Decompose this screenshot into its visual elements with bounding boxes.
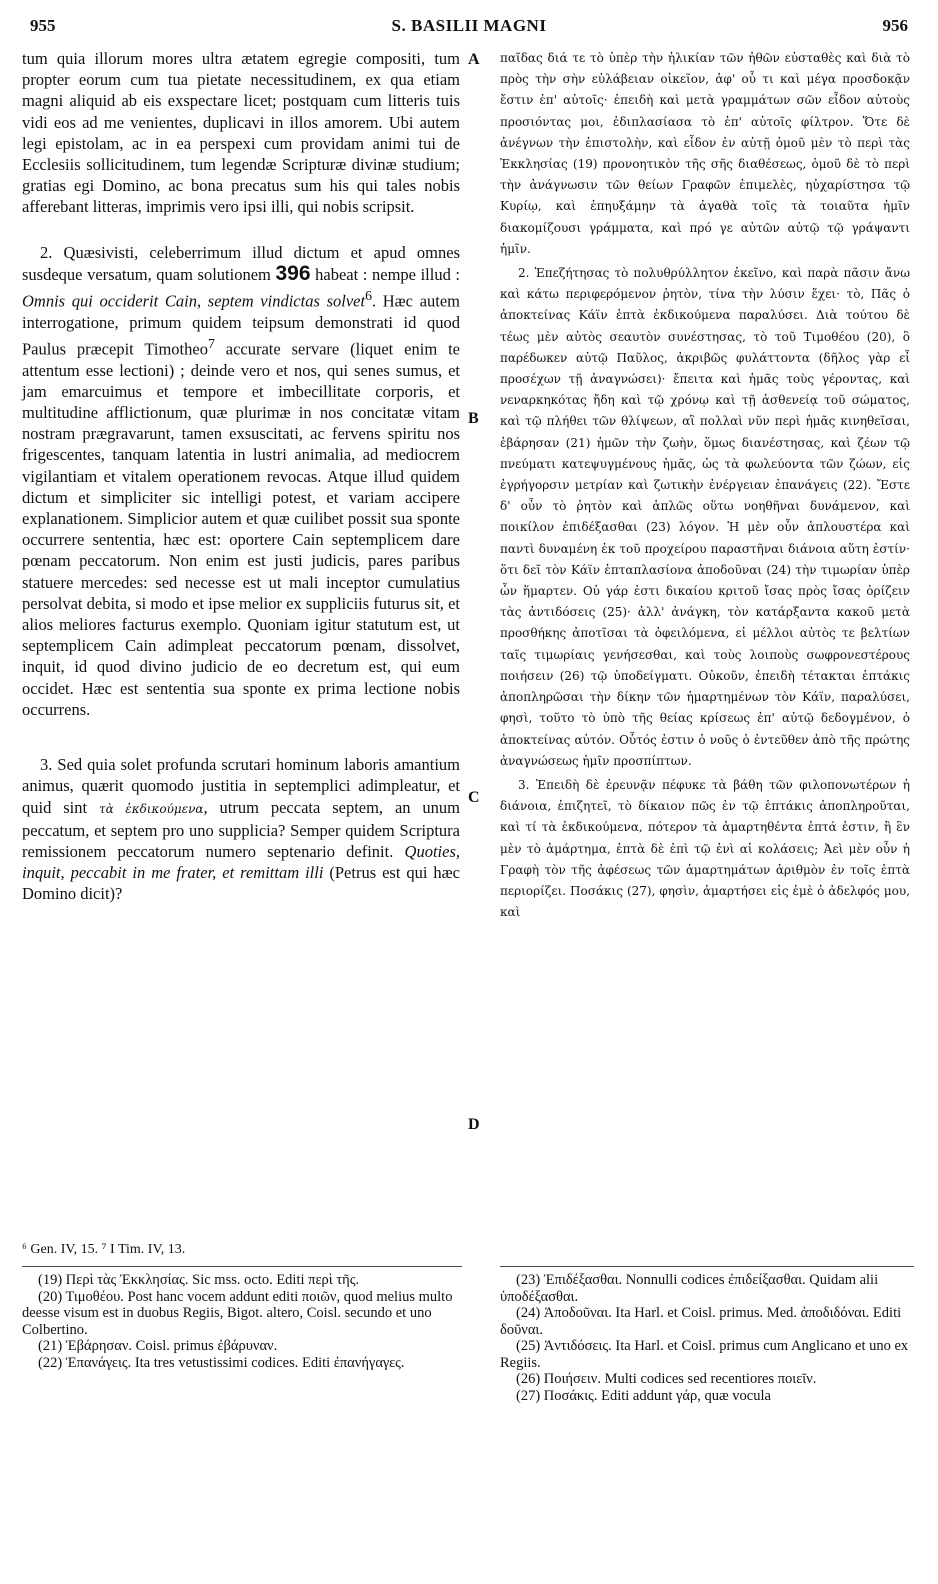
latin-p2-text-d: accurate servare (liquet enim te attentum esse lectioni) ; deinde vero et nos, qui senes sumus, et jam emarcuimus et tempore et imbecillitate corporis, et multitudine afflictionum, quæ plurimæ in nos concitatæ vitam nostram prægravarunt, tamen exsuscitati, ac fervens spiritu nos frigescentes, tanquam latentia in lustri animalia, ad mediocrem vigilantiam et vitalem operationem revocas. Atque illud quidem dictum et simpliciter sic intelligi potest, et variam accipere explanationem. Simplicior autem et quæ cuilibet possit sua sponte occurrere sententia, hæc est: oportere Cain septemplicem dare pœnam peccatorum. Non enim est justi judicis, pares paribus statuere mercedes: sed necesse est ut mali inceptor cumulatius persolvat debita, si modo et ipse melior ex suppliciis futurus sit, et alios meliores facturus exemplo. Quoniam igitur statutum est, ut septemplicem Cain adimpleat peccatorum pœnam, dissolvet, inquit, id quod divino judicio de eo decretum est, qui eum occidet. Hæc est sententia sua sponte ex prima lectione nobis occurrens. [22, 339, 460, 719]
latin-p3-text-a: 3. Sed quia solet profunda scrutari hominum laboris amantium animus, quærit quomodo justitia in septemplici adimpleatur, et quid sint [22, 755, 460, 817]
note-22: (22) Ἐπανάγεις. Ita tres vetustissimi codices. Editi ἐπανήγαγες. [38, 1354, 405, 1371]
latin-p3-quote: Quoties, inquit, peccabit in me frater, et remittam illi [22, 841, 460, 883]
note-19: (19) Περὶ τὰς Ἐκκλησίας. Sic mss. octo. Editi περὶ τῆς. [38, 1272, 360, 1288]
margin-letter-a: A [468, 51, 480, 68]
page-marker-396: 396 [275, 261, 311, 285]
critical-notes-right [500, 1272, 914, 1404]
latin-p3-text-b: , utrum peccata septem, an unum peccatum, et septem pro uno supplicia? Semper quidem Scriptura remissionem peccatorum numero septenario definit. [22, 797, 460, 861]
notes-divider-right [500, 1266, 914, 1267]
greek-paragraph-1: παῖδας διά τε τὸ ὑπὲρ τὴν ἡλικίαν τῶν ἠθῶν εὐσταθὲς καὶ διὰ τὸ πρὸς τὴν σὴν εὐλάβειαν οἰκεῖον, ἀφ' οὗ τι καὶ μέγα προσδοκᾷν ἔστιν ἐπ' αὐτοῖς· ἐπειδὴ καὶ μετὰ γραμμάτων σῶν εἶδον αὐτοὺς προσιόντας μοι, ἐδιπλασίασα τὸ ἐπ' αὐτοῖς φίλτρον. Ὅτε δὲ ἀνέγνων τὴν ἐπιστολὴν, καὶ εἶδον ἐν αὐτῇ ὁμοῦ μὲν τὸ περὶ τὰς Ἐκκλησίας (19) προνοητικὸν τῆς σῆς διαθέσεως, ὁμοῦ δὲ τὸ περὶ τὴν ἀνάγνωσιν τῶν θείων Γραφῶν ἐπιμελὲς, ηὐχαρίστησα τῷ Κυρίῳ, καὶ ἐπηυξάμην τὰ ἀγαθὰ τοῖς τὰ τοιαῦτα ἡμῖν διακομίζουσι γράμματα, καὶ πρό γε αὐτῶν αὐτῷ τῷ γράψαντι ἡμῖν. [500, 51, 910, 256]
greek-column [500, 48, 910, 923]
greek-paragraph-2: 2. Ἐπεζήτησας τὸ πολυθρύλλητον ἐκεῖνο, καὶ παρὰ πᾶσιν ἄνω καὶ κάτω περιφερόμενον ῥητὸν, τίνα τὴν λύσιν ἔχει· τὸ, Πᾶς ὁ ἀποκτείνας Κάϊν ἑπτὰ ἐκδικούμενα παραλύσει. Διὰ τούτου δὲ τέως μὲν αὐτὸς σεαυτὸν συνέστησας, τὸ τοῦ Τιμοθέου (20), ὃ παρέδωκεν αὐτῷ Παῦλος, ἀκριβῶς φυλάττοντα (δῆλος γὰρ εἶ προσέχων τῇ ἀναγνώσει)· ἔπειτα καὶ ἡμᾶς τοὺς γέροντας, καὶ νεναρκηκότας ἤδη καὶ τῷ χρόνῳ καὶ τῇ ἀσθενείᾳ τοῦ σώματος, καὶ τῷ πλήθει τῶν θλίψεων, αἳ πολλαὶ νῦν περὶ ἡμᾶς κινηθεῖσαι, ἐβάρησαν (21) ἡμῶν τὴν ζωὴν, ὅμως διανέστησας, καὶ ζέων τῷ πνεύματι κατεψυγμένους ἡμᾶς, ὡς τὰ φωλεύοντα τῶν ζώων, εἰς ἐγρήγορσιν μετρίαν καὶ ζωτικὴν ἐνέργειαν ἐπανάγεις (22). Ἔστε δ' οὖν τὸ ῥητὸν καὶ ἁπλῶς οὕτω νοηθῆναι δυνάμενον, καὶ ποικίλον ἐπιδέξασθαι (23) λόγον. Ἡ μὲν οὖν ἁπλουστέρα καὶ παντὶ δυναμένη ἐκ τοῦ προχείρου παραστῆναι διάνοια αὕτη ἐστίν· ὅτι δεῖ τὸν Κάϊν ἑπταπλασίονα ἀποδοῦναι (24) τὴν τιμωρίαν ὑπὲρ ὧν ἥμαρτεν. Οὐ γάρ ἐστι δικαίου κριτοῦ ἴσας πρὸς ἴσας ὁρίζειν τὰς ἀντιδόσεις (25)· ἀλλ' ἀνάγκη, τὸν κατάρξαντα κακοῦ μετὰ προσθήκης ἀποτῖσαι τὰ ὀφειλόμενα, εἰ μέλλοι αὐτὸς τε βελτίων ταῖς τιμωρίαις γενήσεσθαι, καὶ τοὺς λοιποὺς σωφρονεστέρους ποιήσειν (26) τῷ ὑποδείγματι. Οὐκοῦν, ἐπειδὴ τέτακται ἑπτάκις ἀποπληρῶσαι τὴν δίκην τῶν ἡμαρτημένων τὸν Κάϊν, παραλύσει, φησὶ, τοῦτο τὸ ὑπὸ τῆς θείας κρίσεως ἐπ' αὐτῷ δεδογμένον, ὁ ἀποκτείνας αὐτόν. Οὗτός ἐστιν ὁ νοῦς ὁ ἐντεῦθεν ἀπὸ τῆς πρώτης ἀναγνώσεως ἡμῖν προσπίπτων. [500, 266, 910, 768]
note-25: (25) Ἀντιδόσεις. Ita Harl. et Coisl. primus cum Anglicano et uno ex Regiis. [500, 1338, 909, 1371]
running-header [30, 16, 908, 42]
latin-paragraph-1: tum quia illorum mores ultra ætatem egregie compositi, tum propter eorum cum tua pietate necessitudinem, ex qua etiam magni aliquid ab eis exspectare licet; postquam cum litteris tuis vidi eos ad me venientes, duplicavi in illos amorem. Ubi autem legi epistolam, ac in ea perspexi cum providam animi tui de Ecclesiis sollicitudinem, tum legendæ Scripturæ divinæ studium; gratias egi Domino, ac bona precatus sum his qui tales nobis afferebant litteras, imprimis vero ipsi illi, qui nobis scripsit. [22, 49, 460, 217]
page-number-right: 956 [882, 16, 908, 35]
note-21: (21) Ἐβάρησαν. Coisl. primus ἐβάρυναν. [38, 1338, 278, 1354]
latin-paragraph-3 [22, 754, 460, 904]
latin-p2-text-b: habeat : nempe illud : [315, 264, 461, 284]
note-20: (20) Τιμοθέου. Post hanc vocem addunt editi ποιῶν, quod melius multo deesse visum est in duobus Regiis, Bigot. altero, Coisl. secundo et uno Colbertino. [22, 1288, 453, 1338]
footnote-ref-6: 6 [365, 288, 372, 304]
margin-letter-c: C [468, 789, 480, 806]
greek-paragraph-3: 3. Ἐπειδὴ δὲ ἐρευνᾷν πέφυκε τὰ βάθη τῶν φιλοπονωτέρων ἡ διάνοια, ἐπιζητεῖ, τὸ δίκαιον πῶς ἐν τῷ ἑπτάκις ἀποπληροῦται, καὶ τί τὰ ἐκδικούμενα, πότερον τὰ ἁμαρτηθέντα ἑπτά ἐστιν, ἢ ἓν μὲν τὸ ἁμάρτημα, ἑπτὰ δὲ ἐπὶ τῷ ἑνὶ αἱ κολάσεις; Ἀεὶ μὲν οὖν ἡ Γραφὴ τὸν τῆς ἀφέσεως τῶν ἁμαρτημάτων ἀριθμὸν ἐν τοῖς ἑπτὰ περιορίζει. Ποσάκις (27), φησὶν, ἁμαρτήσει εἰς ἐμὲ ὁ ἀδελφός μου, καὶ [500, 777, 910, 920]
latin-p3-greek: τὰ ἐκδικούμενα [98, 801, 204, 816]
note-23: (23) Ἐπιδέξασθαι. Nonnulli codices ἐπιδείξασθαι. Quidam alii ὑποδέξασθαι. [500, 1272, 879, 1305]
latin-p2-text-c: . Hæc autem interrogatione, primum quidem teipsum demonstrati id quod Paulus præcepit Timotheo [22, 291, 461, 359]
footnote-ref-7: 7 [207, 335, 215, 351]
page-title: S. BASILII MAGNI [391, 16, 547, 35]
latin-paragraph-2 [22, 242, 460, 720]
note-27: (27) Ποσάκις. Editi addunt γάρ, quæ vocula [516, 1387, 771, 1404]
page-number-left: 955 [30, 16, 56, 35]
scripture-footnotes: ⁶ Gen. IV, 15. ⁷ I Tim. IV, 13. [22, 1242, 186, 1257]
note-26: (26) Ποιήσειν. Multi codices sed recentiores ποιεῖν. [516, 1371, 817, 1387]
latin-column [22, 48, 460, 905]
latin-p2-quote: Omnis qui occiderit Cain, septem vindictas solvet [22, 291, 366, 311]
latin-p2-text-a: 2. Quæsivisti, celeberrimum illud dictum et apud omnes susdeque versatum, quam solutionem [22, 242, 460, 284]
margin-letter-d: D [468, 1116, 480, 1133]
latin-p3-text-c: (Petrus est qui hæc Domino dicit)? [22, 863, 460, 904]
margin-letter-b: B [468, 410, 479, 427]
notes-divider-left [22, 1266, 462, 1267]
note-24: (24) Ἀποδοῦναι. Ita Harl. et Coisl. primus. Med. ἀποδιδόναι. Editi δοῦναι. [500, 1305, 902, 1338]
critical-notes-left [22, 1272, 460, 1371]
